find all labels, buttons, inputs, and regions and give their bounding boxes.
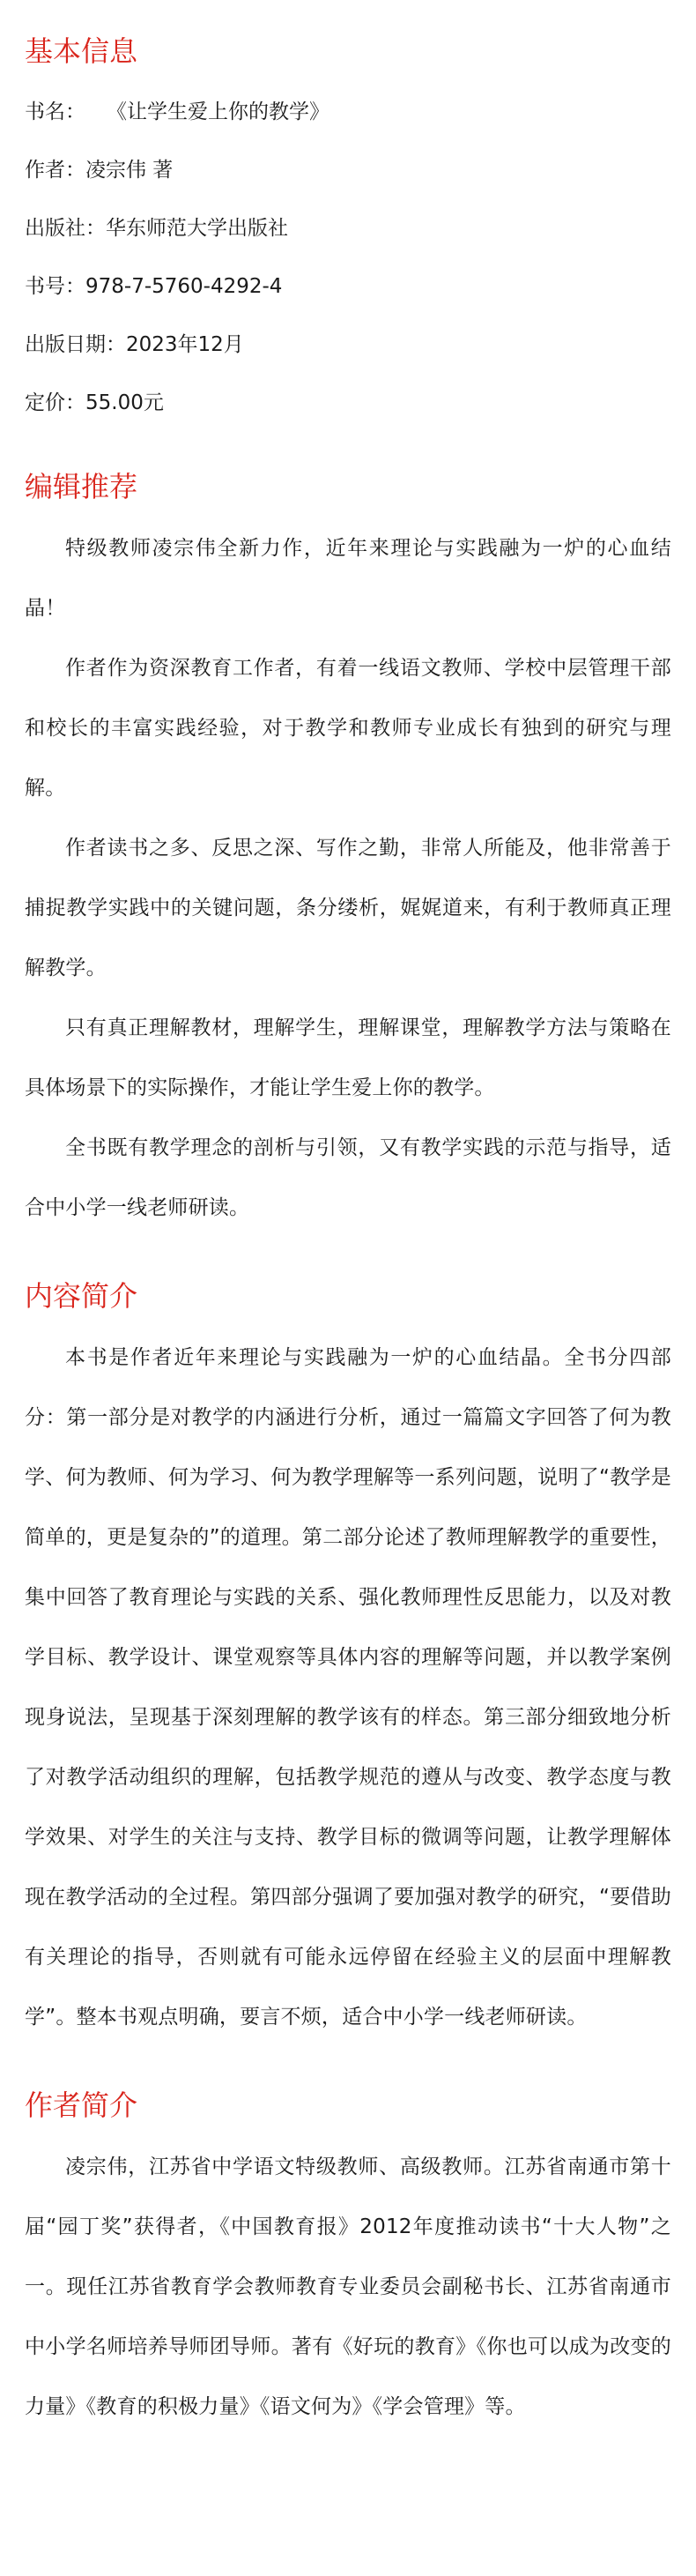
summary-paragraph: 本书是作者近年来理论与实践融为一炉的心血结晶。全书分四部分：第一部分是对教学的内涵进行分析，通过一篇篇文字回答了何为教学、何为教师、何为学习、何为教学理解等一系列问题，说明了“教学是简单的，更是复杂的”的道理。第二部分论述了教师理解教学的重要性，集中回答了教育理论与实践的关系、强化教师理性反思能力，以及对教学目标、教学设计、课堂观察等具体内容的理解等问题，并以教学案例现身说法，呈现基于深刻理解的教学该有的样态。第三部分细致地分析了对教学活动组织的理解，包括教学规范的遵从与改变、教学态度与教学效果、对学生的关注与支持、教学目标的微调等问题，让教学理解体现在教学活动的全过程。第四部分强调了要加强对教学的研究，“要借助有关理论的指导，否则就有可能永远停留在经验主义的层面中理解教学”。整本书观点明确，要言不烦，适合中小学一线老师研读。 xyxy=(25,1346,671,2029)
info-row-author xyxy=(25,141,671,199)
info-label: 出版日期： xyxy=(25,333,126,356)
content-summary-title: 内容简介 xyxy=(25,1279,138,1313)
recommend-paragraph: 作者作为资深教育工作者，有着一线语文教师、学校中层管理干部和校长的丰富实践经验，对于教学和教师专业成长有独到的研究与理解。 xyxy=(25,657,671,800)
info-value: 凌宗伟 著 xyxy=(85,159,174,182)
editor-recommend-section xyxy=(25,467,671,1238)
basic-info-section xyxy=(25,32,671,432)
info-row-publisher xyxy=(25,199,671,257)
info-label: 书号： xyxy=(25,275,85,298)
info-value: 55.00元 xyxy=(85,391,164,414)
editor-recommend-title: 编辑推荐 xyxy=(25,470,138,503)
recommend-paragraph: 全书既有教学理念的剖析与引领，又有教学实践的示范与指导，适合中小学一线老师研读。 xyxy=(25,1136,671,1219)
author-paragraph: 凌宗伟，江苏省中学语文特级教师、高级教师。江苏省南通市第十届“园丁奖”获得者，《中国教育报》2012年度推动读书“十大人物”之一。现任江苏省教育学会教师教育专业委员会副秘书长、江苏省南通市中小学名师培养导师团导师。著有《好玩的教育》《你也可以成为改变的力量》《教育的积极力量》《语文何为》《学会管理》等。 xyxy=(25,2155,671,2418)
info-row-publish-date xyxy=(25,316,671,374)
info-label: 书名： xyxy=(25,101,85,123)
recommend-paragraph: 只有真正理解教材，理解学生，理解课堂，理解教学方法与策略在具体场景下的实际操作，才能让学生爱上你的教学。 xyxy=(25,1016,671,1099)
recommend-paragraph: 特级教师凌宗伟全新力作，近年来理论与实践融为一炉的心血结晶！ xyxy=(25,537,671,620)
content-summary-section xyxy=(25,1277,671,2047)
basic-info-title: 基本信息 xyxy=(25,34,138,68)
info-label: 定价： xyxy=(25,391,85,414)
author-intro-title: 作者简介 xyxy=(25,2088,138,2122)
info-label: 作者： xyxy=(25,159,85,182)
info-row-isbn xyxy=(25,257,671,316)
info-value: 《让学生爱上你的教学》 xyxy=(107,101,329,123)
info-row-price xyxy=(25,374,671,432)
info-row-book-name xyxy=(25,83,671,141)
recommend-paragraph: 作者读书之多、反思之深、写作之勤，非常人所能及，他非常善于捕捉教学实践中的关键问题，条分缕析，娓娓道来，有利于教师真正理解教学。 xyxy=(25,837,671,979)
author-intro-section xyxy=(25,2086,671,2437)
info-value: 2023年12月 xyxy=(126,333,244,356)
info-label: 出版社： xyxy=(25,217,106,240)
info-value: 978-7-5760-4292-4 xyxy=(85,275,283,298)
info-value: 华东师范大学出版社 xyxy=(106,217,288,240)
